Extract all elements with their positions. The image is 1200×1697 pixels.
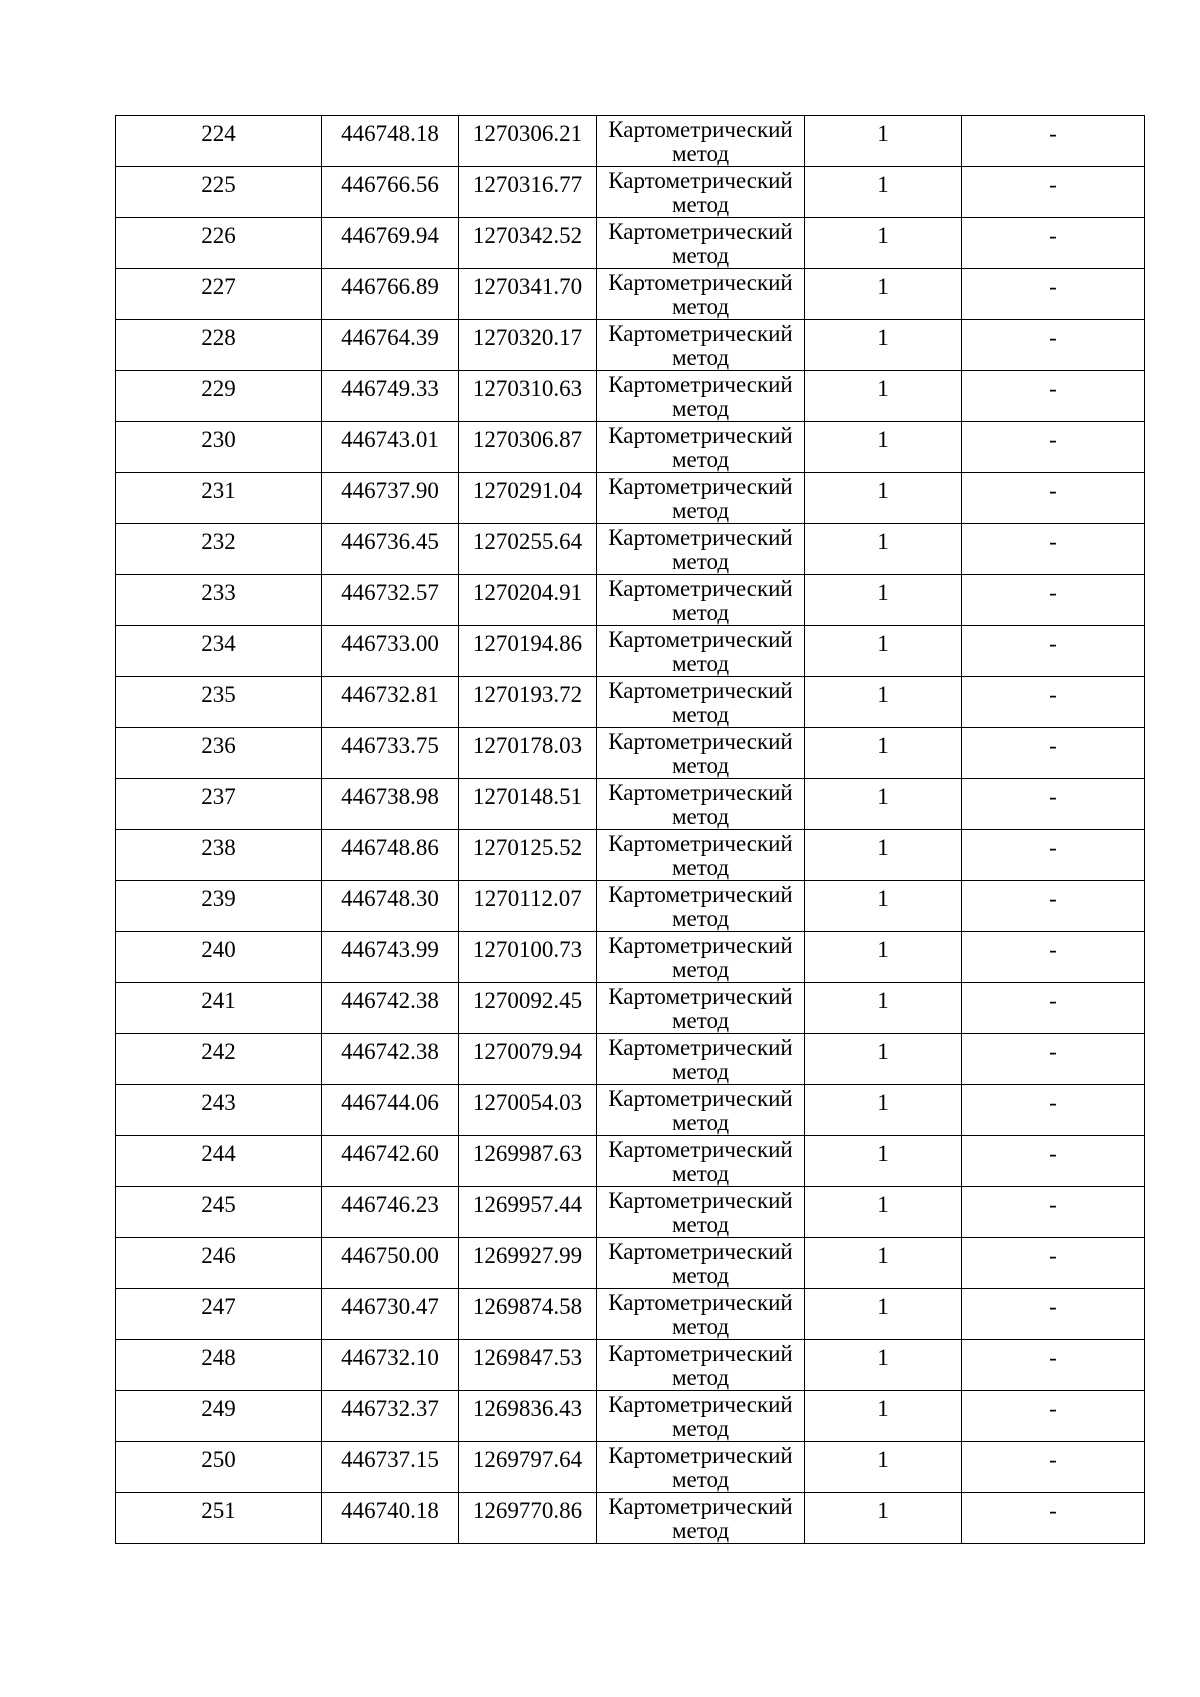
table-row (116, 1391, 1145, 1442)
x-coordinate-cell: 446764.39 (322, 320, 459, 371)
note-cell: - (962, 320, 1145, 371)
x-coordinate-cell: 446746.23 (322, 1187, 459, 1238)
accuracy-cell: 1 (805, 218, 962, 269)
y-coordinate-cell: 1270255.64 (459, 524, 597, 575)
note-cell: - (962, 932, 1145, 983)
accuracy-cell: 1 (805, 1238, 962, 1289)
y-coordinate-cell: 1270125.52 (459, 830, 597, 881)
accuracy-cell: 1 (805, 524, 962, 575)
method-cell: Картометрический метод (597, 1289, 805, 1340)
method-cell: Картометрический метод (597, 932, 805, 983)
method-cell: Картометрический метод (597, 830, 805, 881)
y-coordinate-cell: 1270306.87 (459, 422, 597, 473)
method-cell: Картометрический метод (597, 167, 805, 218)
method-cell: Картометрический метод (597, 728, 805, 779)
x-coordinate-cell: 446733.75 (322, 728, 459, 779)
point-number-cell: 231 (116, 473, 322, 524)
x-coordinate-cell: 446732.37 (322, 1391, 459, 1442)
x-coordinate-cell: 446748.18 (322, 116, 459, 167)
note-cell: - (962, 1238, 1145, 1289)
accuracy-cell: 1 (805, 1442, 962, 1493)
note-cell: - (962, 1085, 1145, 1136)
point-number-cell: 237 (116, 779, 322, 830)
method-cell: Картометрический метод (597, 422, 805, 473)
y-coordinate-cell: 1270342.52 (459, 218, 597, 269)
x-coordinate-cell: 446732.10 (322, 1340, 459, 1391)
method-cell: Картометрический метод (597, 116, 805, 167)
accuracy-cell: 1 (805, 983, 962, 1034)
accuracy-cell: 1 (805, 575, 962, 626)
note-cell: - (962, 1136, 1145, 1187)
table-row (116, 1034, 1145, 1085)
x-coordinate-cell: 446740.18 (322, 1493, 459, 1544)
y-coordinate-cell: 1269987.63 (459, 1136, 597, 1187)
table-row (116, 371, 1145, 422)
accuracy-cell: 1 (805, 932, 962, 983)
x-coordinate-cell: 446736.45 (322, 524, 459, 575)
x-coordinate-cell: 446748.30 (322, 881, 459, 932)
x-coordinate-cell: 446738.98 (322, 779, 459, 830)
x-coordinate-cell: 446733.00 (322, 626, 459, 677)
table-row (116, 983, 1145, 1034)
table-row (116, 269, 1145, 320)
accuracy-cell: 1 (805, 1493, 962, 1544)
note-cell: - (962, 167, 1145, 218)
method-cell: Картометрический метод (597, 1187, 805, 1238)
note-cell: - (962, 1442, 1145, 1493)
note-cell: - (962, 116, 1145, 167)
note-cell: - (962, 1289, 1145, 1340)
note-cell: - (962, 1493, 1145, 1544)
point-number-cell: 226 (116, 218, 322, 269)
x-coordinate-cell: 446730.47 (322, 1289, 459, 1340)
point-number-cell: 236 (116, 728, 322, 779)
note-cell: - (962, 269, 1145, 320)
y-coordinate-cell: 1270291.04 (459, 473, 597, 524)
coordinates-table-body (116, 116, 1145, 1544)
method-cell: Картометрический метод (597, 575, 805, 626)
accuracy-cell: 1 (805, 320, 962, 371)
x-coordinate-cell: 446744.06 (322, 1085, 459, 1136)
method-cell: Картометрический метод (597, 983, 805, 1034)
note-cell: - (962, 1340, 1145, 1391)
note-cell: - (962, 524, 1145, 575)
table-row (116, 524, 1145, 575)
note-cell: - (962, 1391, 1145, 1442)
accuracy-cell: 1 (805, 1187, 962, 1238)
method-cell: Картометрический метод (597, 1493, 805, 1544)
method-cell: Картометрический метод (597, 1340, 805, 1391)
method-cell: Картометрический метод (597, 1391, 805, 1442)
x-coordinate-cell: 446732.57 (322, 575, 459, 626)
table-row (116, 1238, 1145, 1289)
table-row (116, 779, 1145, 830)
table-row (116, 320, 1145, 371)
accuracy-cell: 1 (805, 626, 962, 677)
y-coordinate-cell: 1270316.77 (459, 167, 597, 218)
note-cell: - (962, 881, 1145, 932)
x-coordinate-cell: 446737.15 (322, 1442, 459, 1493)
note-cell: - (962, 473, 1145, 524)
accuracy-cell: 1 (805, 1340, 962, 1391)
accuracy-cell: 1 (805, 1034, 962, 1085)
method-cell: Картометрический метод (597, 779, 805, 830)
table-row (116, 1442, 1145, 1493)
note-cell: - (962, 1034, 1145, 1085)
y-coordinate-cell: 1270148.51 (459, 779, 597, 830)
table-row (116, 1085, 1145, 1136)
accuracy-cell: 1 (805, 830, 962, 881)
accuracy-cell: 1 (805, 1391, 962, 1442)
y-coordinate-cell: 1270092.45 (459, 983, 597, 1034)
note-cell: - (962, 677, 1145, 728)
y-coordinate-cell: 1270193.72 (459, 677, 597, 728)
accuracy-cell: 1 (805, 116, 962, 167)
y-coordinate-cell: 1270194.86 (459, 626, 597, 677)
y-coordinate-cell: 1269847.53 (459, 1340, 597, 1391)
x-coordinate-cell: 446737.90 (322, 473, 459, 524)
method-cell: Картометрический метод (597, 677, 805, 728)
point-number-cell: 245 (116, 1187, 322, 1238)
x-coordinate-cell: 446743.01 (322, 422, 459, 473)
point-number-cell: 228 (116, 320, 322, 371)
accuracy-cell: 1 (805, 677, 962, 728)
x-coordinate-cell: 446766.89 (322, 269, 459, 320)
point-number-cell: 239 (116, 881, 322, 932)
accuracy-cell: 1 (805, 473, 962, 524)
x-coordinate-cell: 446742.60 (322, 1136, 459, 1187)
x-coordinate-cell: 446750.00 (322, 1238, 459, 1289)
table-row (116, 116, 1145, 167)
y-coordinate-cell: 1269927.99 (459, 1238, 597, 1289)
table-row (116, 881, 1145, 932)
note-cell: - (962, 983, 1145, 1034)
table-row (116, 677, 1145, 728)
accuracy-cell: 1 (805, 728, 962, 779)
note-cell: - (962, 218, 1145, 269)
coordinates-table (115, 115, 1145, 1544)
table-row (116, 1340, 1145, 1391)
point-number-cell: 225 (116, 167, 322, 218)
accuracy-cell: 1 (805, 1136, 962, 1187)
y-coordinate-cell: 1270100.73 (459, 932, 597, 983)
method-cell: Картометрический метод (597, 1238, 805, 1289)
x-coordinate-cell: 446769.94 (322, 218, 459, 269)
method-cell: Картометрический метод (597, 1442, 805, 1493)
x-coordinate-cell: 446743.99 (322, 932, 459, 983)
point-number-cell: 233 (116, 575, 322, 626)
method-cell: Картометрический метод (597, 371, 805, 422)
method-cell: Картометрический метод (597, 320, 805, 371)
point-number-cell: 229 (116, 371, 322, 422)
point-number-cell: 247 (116, 1289, 322, 1340)
table-row (116, 1136, 1145, 1187)
note-cell: - (962, 728, 1145, 779)
point-number-cell: 227 (116, 269, 322, 320)
table-row (116, 422, 1145, 473)
x-coordinate-cell: 446749.33 (322, 371, 459, 422)
method-cell: Картометрический метод (597, 1136, 805, 1187)
note-cell: - (962, 779, 1145, 830)
table-row (116, 932, 1145, 983)
accuracy-cell: 1 (805, 422, 962, 473)
point-number-cell: 238 (116, 830, 322, 881)
accuracy-cell: 1 (805, 371, 962, 422)
y-coordinate-cell: 1270306.21 (459, 116, 597, 167)
y-coordinate-cell: 1270310.63 (459, 371, 597, 422)
table-row (116, 218, 1145, 269)
point-number-cell: 241 (116, 983, 322, 1034)
method-cell: Картометрический метод (597, 524, 805, 575)
table-row (116, 1187, 1145, 1238)
point-number-cell: 235 (116, 677, 322, 728)
method-cell: Картометрический метод (597, 1034, 805, 1085)
x-coordinate-cell: 446742.38 (322, 1034, 459, 1085)
point-number-cell: 243 (116, 1085, 322, 1136)
accuracy-cell: 1 (805, 1289, 962, 1340)
y-coordinate-cell: 1269770.86 (459, 1493, 597, 1544)
y-coordinate-cell: 1270204.91 (459, 575, 597, 626)
y-coordinate-cell: 1270178.03 (459, 728, 597, 779)
note-cell: - (962, 371, 1145, 422)
accuracy-cell: 1 (805, 269, 962, 320)
method-cell: Картометрический метод (597, 1085, 805, 1136)
note-cell: - (962, 1187, 1145, 1238)
method-cell: Картометрический метод (597, 218, 805, 269)
y-coordinate-cell: 1269797.64 (459, 1442, 597, 1493)
accuracy-cell: 1 (805, 779, 962, 830)
x-coordinate-cell: 446766.56 (322, 167, 459, 218)
y-coordinate-cell: 1269957.44 (459, 1187, 597, 1238)
point-number-cell: 250 (116, 1442, 322, 1493)
point-number-cell: 230 (116, 422, 322, 473)
note-cell: - (962, 626, 1145, 677)
point-number-cell: 251 (116, 1493, 322, 1544)
y-coordinate-cell: 1270320.17 (459, 320, 597, 371)
table-row (116, 626, 1145, 677)
y-coordinate-cell: 1270054.03 (459, 1085, 597, 1136)
point-number-cell: 234 (116, 626, 322, 677)
point-number-cell: 246 (116, 1238, 322, 1289)
point-number-cell: 240 (116, 932, 322, 983)
point-number-cell: 224 (116, 116, 322, 167)
table-row (116, 1493, 1145, 1544)
point-number-cell: 244 (116, 1136, 322, 1187)
y-coordinate-cell: 1269874.58 (459, 1289, 597, 1340)
note-cell: - (962, 422, 1145, 473)
method-cell: Картометрический метод (597, 473, 805, 524)
note-cell: - (962, 830, 1145, 881)
point-number-cell: 242 (116, 1034, 322, 1085)
table-row (116, 575, 1145, 626)
point-number-cell: 249 (116, 1391, 322, 1442)
table-row (116, 473, 1145, 524)
x-coordinate-cell: 446748.86 (322, 830, 459, 881)
y-coordinate-cell: 1270079.94 (459, 1034, 597, 1085)
method-cell: Картометрический метод (597, 626, 805, 677)
table-row (116, 1289, 1145, 1340)
table-row (116, 728, 1145, 779)
method-cell: Картометрический метод (597, 881, 805, 932)
table-row (116, 167, 1145, 218)
method-cell: Картометрический метод (597, 269, 805, 320)
accuracy-cell: 1 (805, 1085, 962, 1136)
x-coordinate-cell: 446732.81 (322, 677, 459, 728)
point-number-cell: 248 (116, 1340, 322, 1391)
y-coordinate-cell: 1270112.07 (459, 881, 597, 932)
note-cell: - (962, 575, 1145, 626)
y-coordinate-cell: 1269836.43 (459, 1391, 597, 1442)
table-row (116, 830, 1145, 881)
accuracy-cell: 1 (805, 167, 962, 218)
accuracy-cell: 1 (805, 881, 962, 932)
y-coordinate-cell: 1270341.70 (459, 269, 597, 320)
point-number-cell: 232 (116, 524, 322, 575)
x-coordinate-cell: 446742.38 (322, 983, 459, 1034)
